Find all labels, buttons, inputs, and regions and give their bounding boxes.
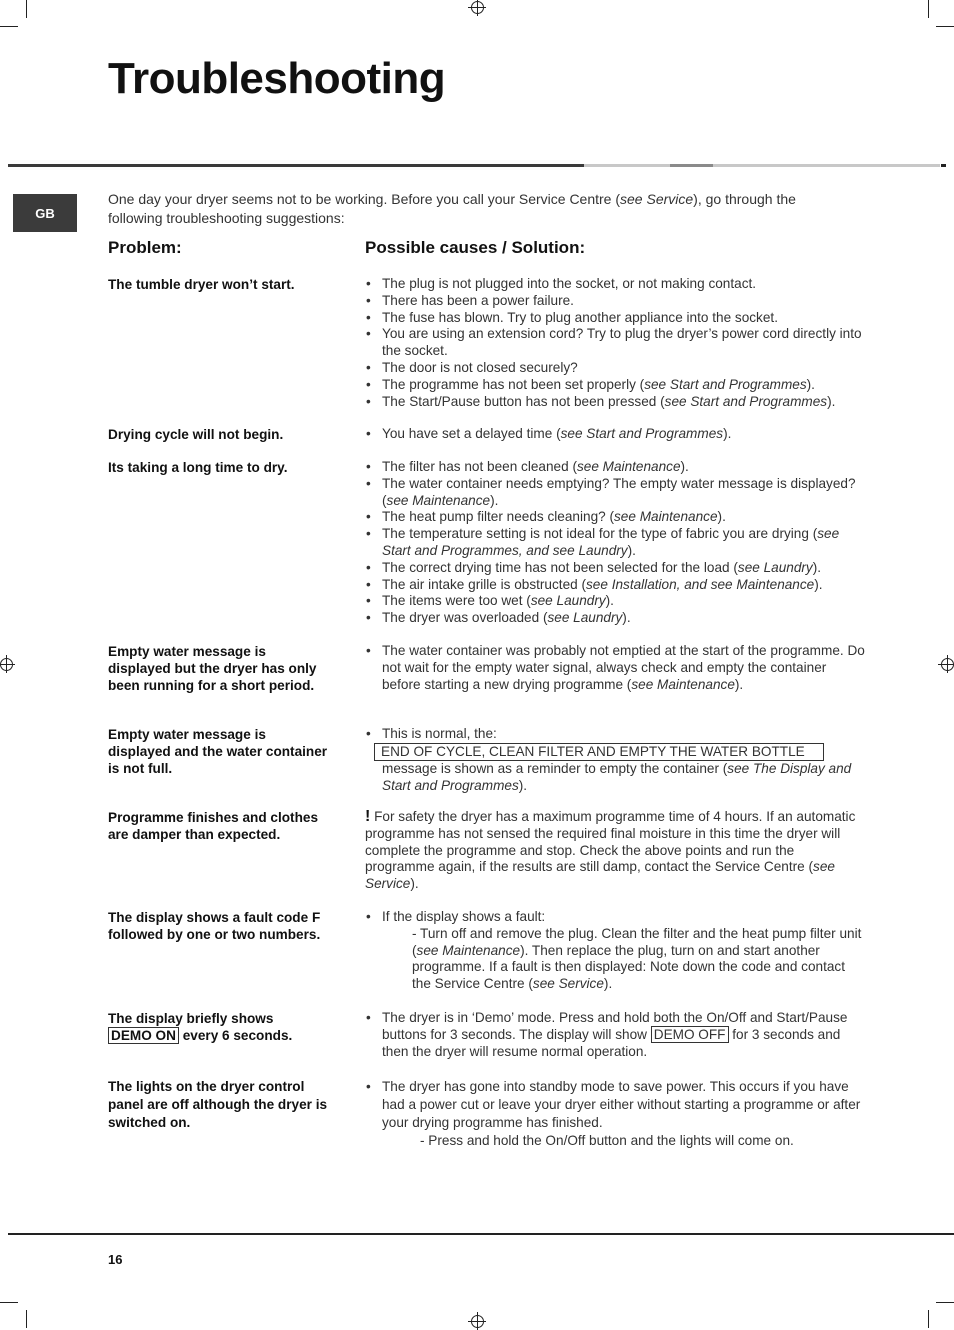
solution-block — [365, 426, 865, 443]
display-message-box: END OF CYCLE, CLEAN FILTER AND EMPTY THE WATER BOTTLE — [374, 743, 824, 761]
list-item: • There has been a power failure. — [365, 293, 865, 310]
problem-header: Problem: — [108, 238, 182, 257]
list-item: • This is normal, the: END OF CYCLE, CLEAN FILTER AND EMPTY THE WATER BOTTLE message is shown as a reminder to empty the container (see The Display and Start and Programmes). — [365, 726, 865, 794]
problem-label: The lights on the dryer control panel are off although the dryer is switched on. — [108, 1079, 328, 1130]
solution-block — [365, 459, 865, 627]
warning-mark: ! — [365, 808, 371, 825]
list-item: • The programme has not been set properly (see Start and Programmes). — [365, 377, 865, 394]
list-item: • The Start/Pause button has not been pressed (see Start and Programmes). — [365, 394, 865, 411]
page-title: Troubleshooting — [108, 54, 446, 103]
list-item: • The items were too wet (see Laundry). — [365, 593, 865, 610]
crop-mark — [0, 1302, 18, 1303]
header-rule — [8, 164, 584, 167]
header-rule-segment — [941, 164, 946, 167]
crop-mark — [936, 1302, 954, 1303]
standby-instruction: - Press and hold the On/Off button and the lights will come on. — [420, 1133, 794, 1148]
crop-mark — [26, 1310, 27, 1328]
list-item: • The air intake grille is obstructed (see Installation, and see Maintenance). — [365, 577, 865, 594]
problem-label: Empty water message is displayed but the dryer has only been running for a short period. — [108, 644, 317, 693]
list-item: • The temperature setting is not ideal for the type of fabric you are drying (see Start and Programmes, and see Laundry). — [365, 526, 865, 560]
crop-mark — [928, 1310, 929, 1328]
list-item: • The filter has not been cleaned (see Maintenance). — [365, 459, 865, 476]
registration-mark — [468, 0, 486, 16]
header-rule-segment — [584, 164, 670, 167]
solution-block — [365, 726, 865, 794]
registration-mark — [468, 1312, 486, 1330]
list-item: • If the display shows a fault: - Turn off and remove the plug. Clean the filter and the heat pump filter unit (see Maintenance). Then replace the plug, turn on and start another programme. If a fault is then displayed: Note down the code and contact the Service Centre (see Service). — [365, 909, 865, 993]
solution-block — [365, 276, 865, 410]
list-item: • The heat pump filter needs cleaning? (see Maintenance). — [365, 509, 865, 526]
crop-mark — [0, 26, 18, 27]
header-rule-segment — [713, 164, 940, 167]
problem-label: The display shows a fault code F followed by one or two numbers. — [108, 910, 321, 942]
registration-mark — [938, 655, 954, 673]
fault-instructions: - Turn off and remove the plug. Clean the filter and the heat pump filter unit (see Maintenance). Then replace the plug, turn on and start another programme. If a fault is then displayed: Note down the code and contact the Service Centre (see Service). — [412, 925, 862, 992]
crop-mark — [26, 0, 27, 18]
list-item: • The dryer has gone into standby mode to save power. This occurs if you have had a power cut or leave your dryer either without starting a programme or after your drying programme has finished. — [365, 1078, 865, 1132]
footer-rule — [8, 1233, 954, 1235]
solution-block — [365, 1010, 865, 1060]
intro-text: One day your dryer seems not to be working. Before you call your Service Centre (see Service), go through the following troubleshooting suggestions: — [108, 191, 796, 226]
solution-block — [365, 1078, 865, 1150]
list-item: • The correct drying time has not been selected for the load (see Laundry). — [365, 560, 865, 577]
list-item: • The plug is not plugged into the socket, or not making contact. — [365, 276, 865, 293]
problem-label: Its taking a long time to dry. — [108, 460, 288, 475]
registration-mark — [0, 655, 15, 673]
demo-on-box: DEMO ON — [108, 1027, 179, 1044]
list-item: • The water container was probably not emptied at the start of the programme. Do not wait for the empty water signal, always check and empty the container before starting a new drying programme (see Maintenance). — [365, 643, 865, 693]
language-tab: GB — [13, 194, 77, 232]
solution-block — [365, 909, 865, 993]
problem-label: Programme finishes and clothes are damper than expected. — [108, 810, 319, 842]
header-rule-segment — [670, 164, 713, 167]
crop-mark — [928, 0, 929, 18]
problem-label: Empty water message is displayed and the water container is not full. — [108, 727, 328, 776]
list-item: • The dryer is in ‘Demo’ mode. Press and hold both the On/Off and Start/Pause buttons for 3 seconds. The display will show DEMO OFF for 3 seconds and then the dryer will resume normal operation. — [365, 1010, 865, 1060]
solution-block — [365, 643, 865, 693]
problem-label: Drying cycle will not begin. — [108, 427, 284, 442]
problem-label: The display briefly shows DEMO ON every 6 seconds. — [108, 1011, 293, 1043]
list-item: • The water container needs emptying? The empty water message is displayed? (see Maintenance). — [365, 476, 865, 510]
list-item: • The fuse has blown. Try to plug another appliance into the socket. — [365, 310, 865, 327]
list-item: • The door is not closed securely? — [365, 360, 865, 377]
demo-off-box: DEMO OFF — [651, 1026, 729, 1043]
problem-label: The tumble dryer won’t start. — [108, 277, 295, 292]
solution-header: Possible causes / Solution: — [365, 238, 586, 257]
crop-mark — [936, 26, 954, 27]
list-item: • You have set a delayed time (see Start and Programmes). — [365, 426, 865, 443]
list-item: • You are using an extension cord? Try to plug the dryer’s power cord directly into the socket. — [365, 326, 865, 360]
page-number: 16 — [108, 1252, 123, 1267]
solution-block: ! For safety the dryer has a maximum programme time of 4 hours. If an automatic programme has not sensed the required final moisture in this time the dryer will complete the programme and stop. Check the above points and run the programme again, if the results are still damp, contact the Service Centre (see Service). — [365, 808, 856, 892]
list-item: • The dryer was overloaded (see Laundry). — [365, 610, 865, 627]
